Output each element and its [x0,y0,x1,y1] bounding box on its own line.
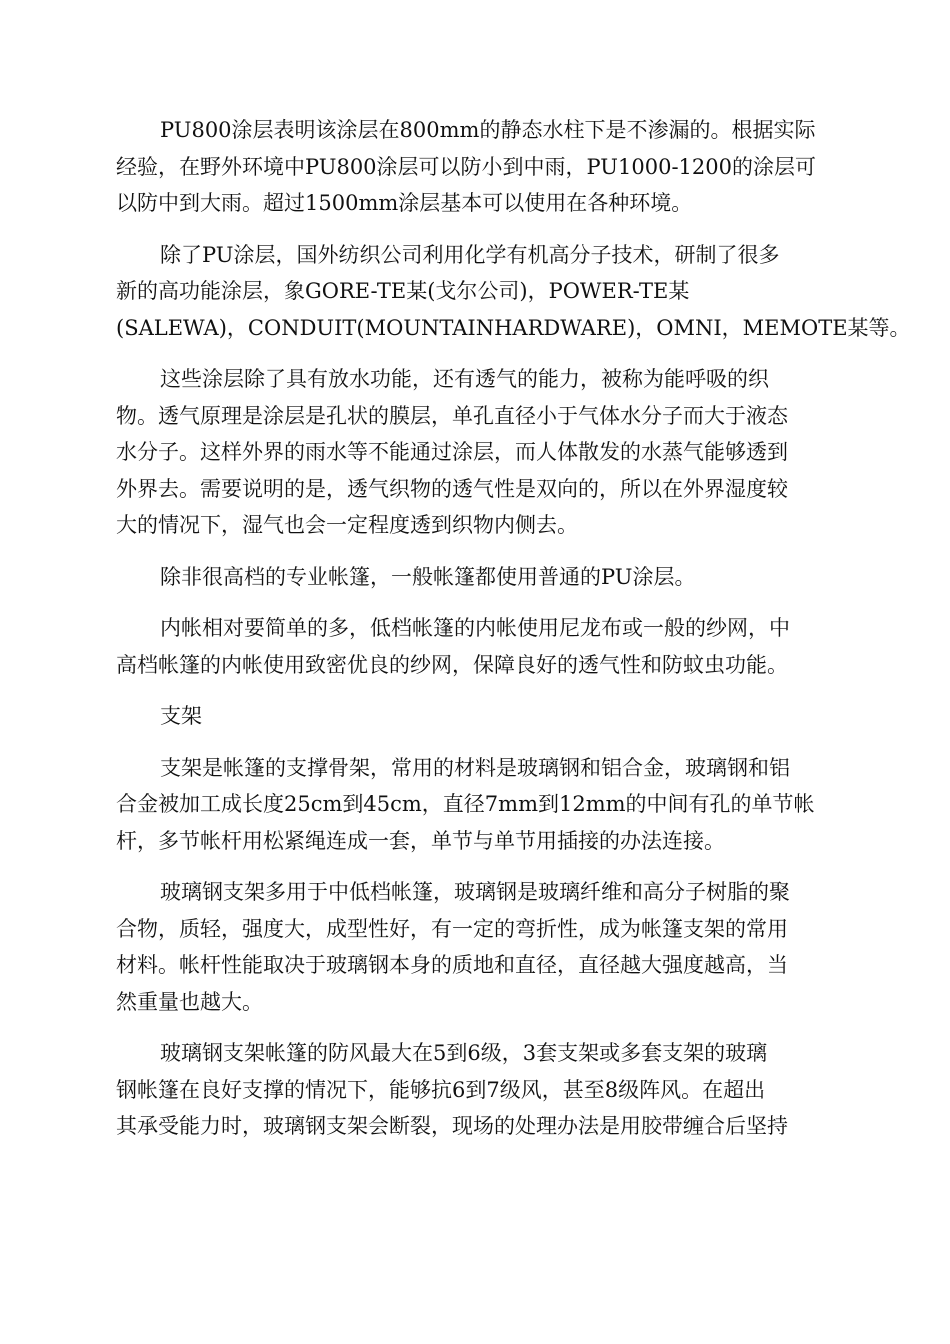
text-line: 水分子。这样外界的雨水等不能通过涂层，而人体散发的水蒸气能够透到 [116,440,788,464]
document-body [116,112,911,1160]
paragraph-ordinary-pu [116,559,832,596]
paragraph-inner-tent [116,610,832,683]
text-line: 合金被加工成长度25cm到45cm，直径7mm到12mm的中间有孔的单节帐 [116,792,815,816]
text-line: 然重量也越大。 [116,989,263,1014]
text-line: 这些涂层除了具有放水功能，还有透气的能力，被称为能呼吸的织 [160,367,769,391]
text-line: 除非很高档的专业帐篷，一般帐篷都使用普通的PU涂层。 [160,564,696,589]
text-line: 内帐相对要简单的多，低档帐篷的内帐使用尼龙布或一般的纱网，中 [160,616,790,640]
paragraph-pu800-coating [116,112,832,222]
paragraph-frame-materials [116,750,832,860]
text-line: 玻璃钢支架帐篷的防风最大在5到6级，3套支架或多套支架的玻璃 [160,1041,768,1065]
text-line: 物。透气原理是涂层是孔状的膜层，单孔直径小于气体水分子而大于液态 [116,403,788,428]
paragraph-high-function-coatings [116,237,911,347]
section-heading-frame [116,698,832,735]
paragraph-wind-resistance [116,1035,832,1145]
text-line: 除了PU涂层，国外纺织公司利用化学有机高分子技术，研制了很多 [160,242,780,267]
paragraph-breathable-coatings [116,361,832,544]
text-line: 支架 [160,704,202,728]
text-line: 经验，在野外环境中PU800涂层可以防小到中雨，PU1000-1200的涂层可 [116,154,816,179]
text-line: 以防中到大雨。超过1500mm涂层基本可以使用在各种环境。 [116,191,693,215]
text-line: 高档帐篷的内帐使用致密优良的纱网，保障良好的透气性和防蚊虫功能。 [116,652,788,677]
text-line: 大的情况下，湿气也会一定程度透到织物内侧去。 [116,513,578,537]
text-line: PU800涂层表明该涂层在800mm的静态水柱下是不渗漏的。根据实际 [160,118,816,142]
paragraph-fiberglass-frame [116,874,832,1020]
text-line: 合物，质轻，强度大，成型性好，有一定的弯折性，成为帐篷支架的常用 [116,916,788,941]
text-line: 外界去。需要说明的是，透气织物的透气性是双向的，所以在外界湿度较 [116,476,788,501]
text-line: 其承受能力时，玻璃钢支架会断裂，现场的处理办法是用胶带缠合后坚持 [116,1114,788,1138]
text-line: 玻璃钢支架多用于中低档帐篷，玻璃钢是玻璃纤维和高分子树脂的聚 [160,880,790,904]
text-line: 新的高功能涂层，象GORE-TE某(戈尔公司)，POWER-TE某 [116,279,690,303]
text-line: (SALEWA)，CONDUIT(MOUNTAINHARDWARE)，OMNI，MEMOTE某等。 [116,315,911,340]
text-line: 杆，多节帐杆用松紧绳连成一套，单节与单节用插接的办法连接。 [116,828,725,853]
text-line: 材料。帐杆性能取决于玻璃钢本身的质地和直径，直径越大强度越高，当 [116,953,788,977]
text-line: 支架是帐篷的支撑骨架，常用的材料是玻璃钢和铝合金，玻璃钢和铝 [160,755,790,780]
text-line: 钢帐篷在良好支撑的情况下，能够抗6到7级风，甚至8级阵风。在超出 [116,1077,766,1102]
